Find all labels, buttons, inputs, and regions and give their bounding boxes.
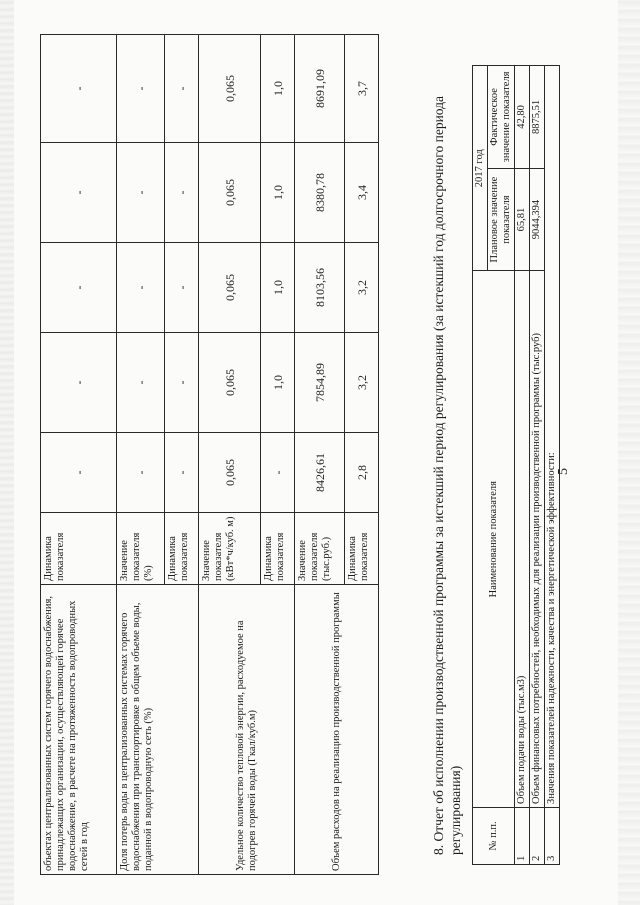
sub-label: Динамика показателя bbox=[41, 513, 117, 585]
cell-value: - bbox=[117, 333, 165, 433]
section-8-title: 8. Отчет об исполнении производственной программы за истекший период регулирования (за истекший год долгосрочного периода регулирования) bbox=[431, 95, 463, 855]
table-row bbox=[295, 35, 345, 875]
page-number: 5 bbox=[556, 468, 571, 475]
row-name: Значения показателей надежности, качества и энергетической эффективности: bbox=[545, 66, 560, 808]
cell-value: 1,0 bbox=[261, 143, 295, 243]
table-row bbox=[199, 35, 261, 875]
cell-value: 1,0 bbox=[261, 243, 295, 333]
column-header-plan: Плановое значение показателя bbox=[488, 168, 515, 271]
cell-value: - bbox=[41, 35, 117, 143]
column-header-num: № п.п. bbox=[473, 807, 515, 864]
cell-value: - bbox=[41, 433, 117, 513]
cell-value: 8380,78 bbox=[295, 143, 345, 243]
cell-value: 0,065 bbox=[199, 333, 261, 433]
row-number: 3 bbox=[545, 807, 560, 864]
cell-value: - bbox=[117, 433, 165, 513]
cell-value: 7854,89 bbox=[295, 333, 345, 433]
cell-value: - bbox=[41, 143, 117, 243]
cell-value: 8426,61 bbox=[295, 433, 345, 513]
column-header-year: 2017 год bbox=[473, 66, 488, 271]
header-row bbox=[473, 66, 488, 865]
cell-value: 0,065 bbox=[199, 35, 261, 143]
table-row bbox=[117, 35, 165, 875]
cell-value: - bbox=[117, 35, 165, 143]
cell-value: 2,8 bbox=[345, 433, 379, 513]
cell-value: - bbox=[165, 243, 199, 333]
table-row bbox=[41, 35, 117, 875]
row-number: 1 bbox=[515, 807, 530, 864]
indicator-name: объектах централизованных систем горячего водоснабжения, принадлежащих организации, осуществляющей горячее водоснабжение, в расчете на протяженность водопроводных сетей в год bbox=[41, 585, 117, 875]
table-row bbox=[515, 66, 530, 865]
cell-value: 1,0 bbox=[261, 333, 295, 433]
sub-label: Динамика показателя bbox=[345, 513, 379, 585]
cell-value: - bbox=[117, 143, 165, 243]
cell-value: - bbox=[41, 333, 117, 433]
report-table bbox=[472, 65, 560, 865]
cell-value: - bbox=[165, 433, 199, 513]
cell-value: 8103,56 bbox=[295, 243, 345, 333]
row-number: 2 bbox=[530, 807, 545, 864]
cell-value: - bbox=[165, 333, 199, 433]
table-row bbox=[530, 66, 545, 865]
scan-edge-right bbox=[618, 0, 640, 905]
sub-label: Динамика показателя bbox=[165, 513, 199, 585]
row-name: Объем подачи воды (тыс.м3) bbox=[515, 271, 530, 807]
cell-value: 0,065 bbox=[199, 243, 261, 333]
indicators-table bbox=[40, 34, 379, 875]
cell-value: - bbox=[165, 143, 199, 243]
cell-value: 0,065 bbox=[199, 433, 261, 513]
sub-label: Значение показателя (тыс.руб.) bbox=[295, 513, 345, 585]
cell-value: - bbox=[165, 35, 199, 143]
table-row bbox=[545, 66, 560, 865]
column-header-fact: Фактическое значение показателя bbox=[488, 66, 515, 169]
column-header-name: Наименование показателя bbox=[473, 271, 515, 807]
sub-label: Значение показателя (кВт*ч/куб. м) bbox=[199, 513, 261, 585]
plan-value: 9044,394 bbox=[530, 168, 545, 271]
fact-value: 8875,51 bbox=[530, 66, 545, 169]
cell-value: - bbox=[41, 243, 117, 333]
cell-value: 3,7 bbox=[345, 35, 379, 143]
plan-value: 65,81 bbox=[515, 168, 530, 271]
cell-value: 8691,09 bbox=[295, 35, 345, 143]
sub-label: Значение показателя (%) bbox=[117, 513, 165, 585]
cell-value: - bbox=[261, 433, 295, 513]
fact-value: 42,80 bbox=[515, 66, 530, 169]
cell-value: 0,065 bbox=[199, 143, 261, 243]
cell-value: 1,0 bbox=[261, 35, 295, 143]
sub-label: Динамика показателя bbox=[261, 513, 295, 585]
row-name: Объем финансовых потребностей, необходимых для реализации производственной программы (тыс.руб) bbox=[530, 271, 545, 807]
cell-value: 3,2 bbox=[345, 333, 379, 433]
indicator-name: Удельное количество тепловой энергии, расходуемое на подогрев горячей воды (Гкал/куб.м) bbox=[199, 585, 295, 875]
indicator-name: Объем расходов на реализацию производственной программы bbox=[295, 585, 379, 875]
scan-edge-left bbox=[0, 0, 14, 905]
cell-value: 3,4 bbox=[345, 143, 379, 243]
indicator-name: Доля потерь воды в централизованных системах горячего водоснабжения при транспортировке в общем объеме воды, поданной в водопроводную сеть (%) bbox=[117, 585, 199, 875]
cell-value: 3,2 bbox=[345, 243, 379, 333]
rotated-content bbox=[40, 35, 600, 875]
cell-value: - bbox=[117, 243, 165, 333]
